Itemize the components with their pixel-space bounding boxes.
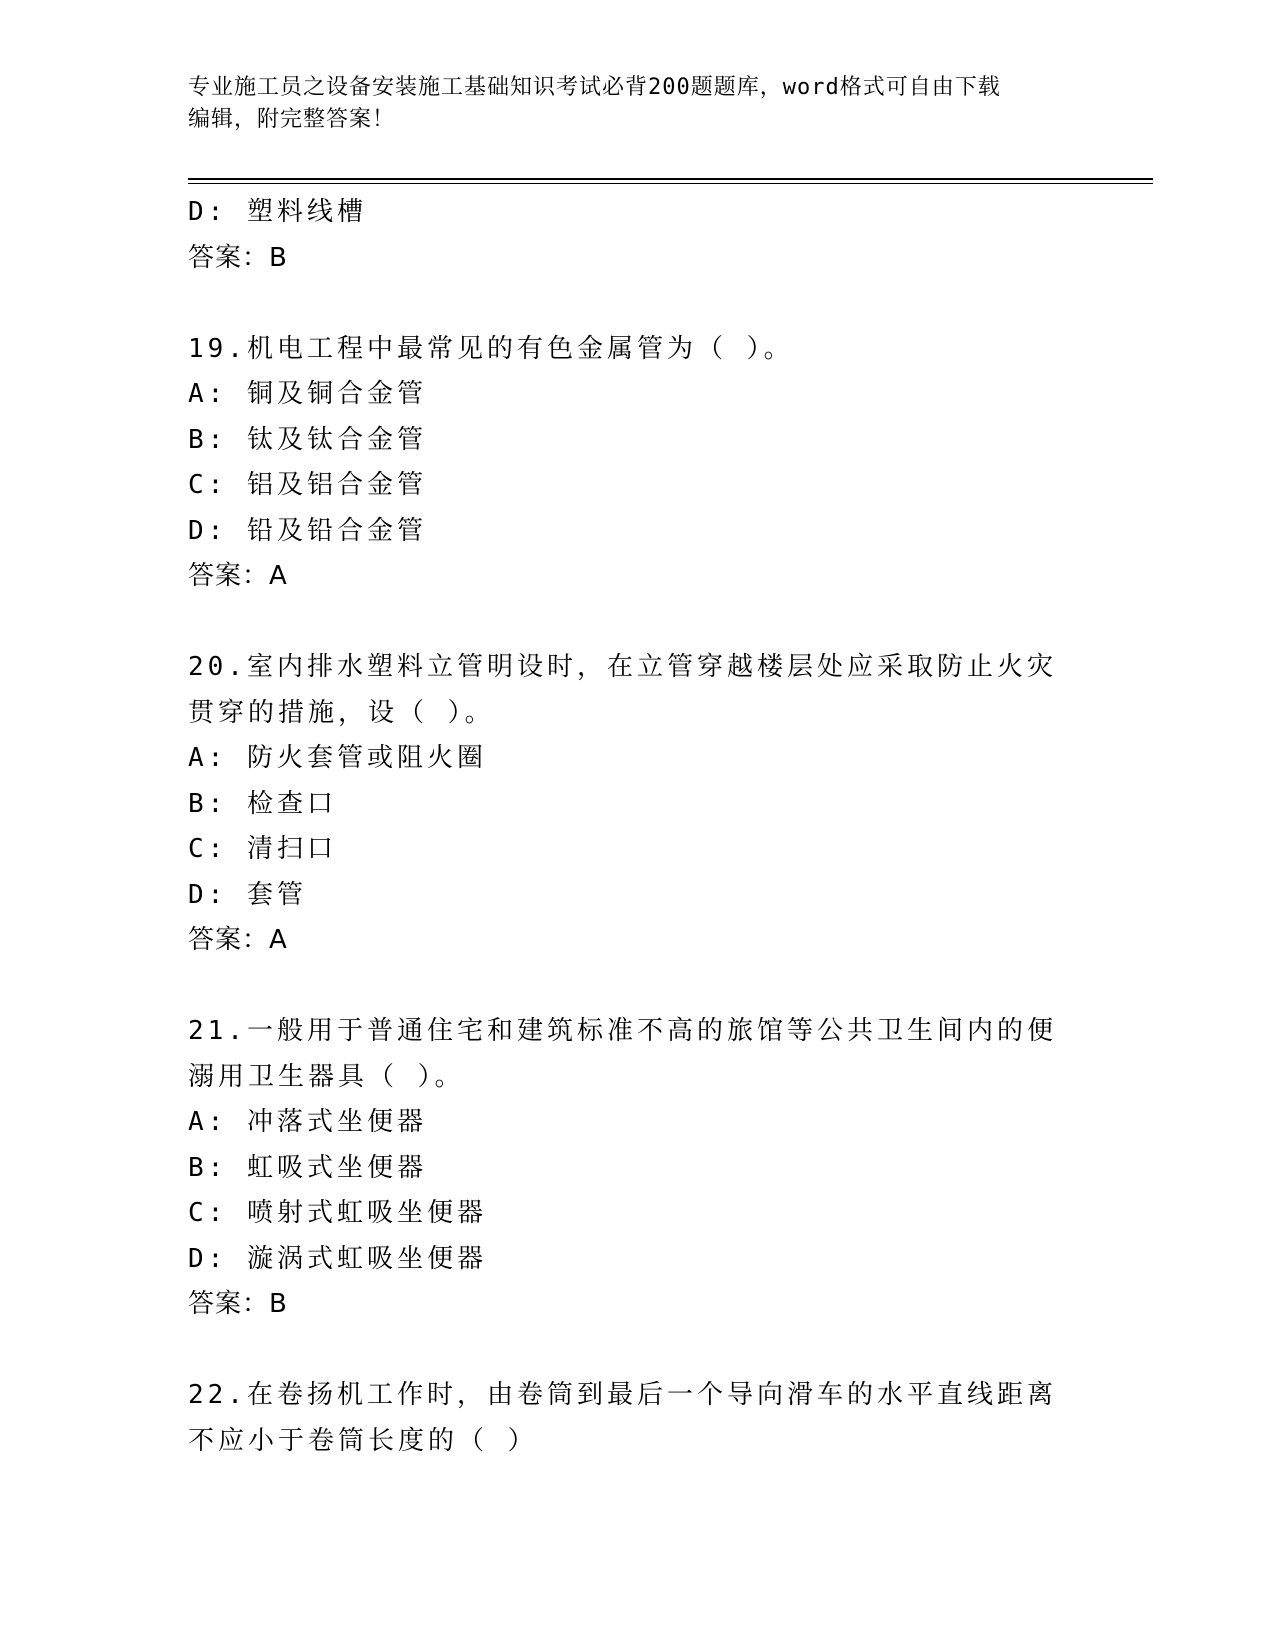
option-d: D: 塑料线槽 [188,197,367,227]
answer-line: 答案：A [188,561,288,591]
header-title-line-2: 编辑，附完整答案！ [188,107,396,132]
header-divider-thin [188,183,1153,184]
option-a: A: 防火套管或阻火圈 [188,743,487,773]
option-c: C: 喷射式虹吸坐便器 [188,1198,487,1228]
spacer [188,281,1088,327]
option-c: C: 铝及铝合金管 [188,470,427,500]
page-header [188,72,1068,136]
question-19 [188,327,1088,600]
question-text: 20.室内排水塑料立管明设时，在立管穿越楼层处应采取防止火灾贯穿的措施，设（ ）。 [188,652,1057,728]
option-a: A: 铜及铜合金管 [188,379,427,409]
option-b: B: 钛及钛合金管 [188,424,427,455]
answer-line: 答案：A [188,925,288,955]
spacer [188,964,1088,1010]
question-22 [188,1373,1088,1464]
spacer [188,1328,1088,1374]
question-text: 19.机电工程中最常见的有色金属管为（ ）。 [188,333,794,364]
option-d: D: 套管 [188,879,307,910]
answer-line: 答案：B [188,1289,288,1319]
header-divider-thick [188,178,1153,180]
answer-line: 答案：B [188,242,288,273]
option-d: D: 漩涡式虹吸坐便器 [188,1243,487,1274]
option-a: A: 冲落式坐便器 [188,1107,427,1137]
spacer [188,600,1088,646]
question-list [188,190,1088,1464]
question-21 [188,1009,1088,1328]
question-text: 22.在卷扬机工作时，由卷筒到最后一个导向滑车的水平直线距离不应小于卷筒长度的（ ） [188,1380,1057,1456]
question-text: 21.一般用于普通住宅和建筑标准不高的旅馆等公共卫生间内的便溺用卫生器具（ ）。 [188,1016,1057,1092]
question-20 [188,645,1088,964]
question-carryover [188,190,1088,281]
option-b: B: 检查口 [188,788,337,819]
option-d: D: 铅及铅合金管 [188,515,427,546]
option-c: C: 清扫口 [188,834,337,864]
option-b: B: 虹吸式坐便器 [188,1152,427,1183]
header-title-line-1: 专业施工员之设备安装施工基础知识考试必背200题题库，word格式可自由下载 [188,75,1001,100]
